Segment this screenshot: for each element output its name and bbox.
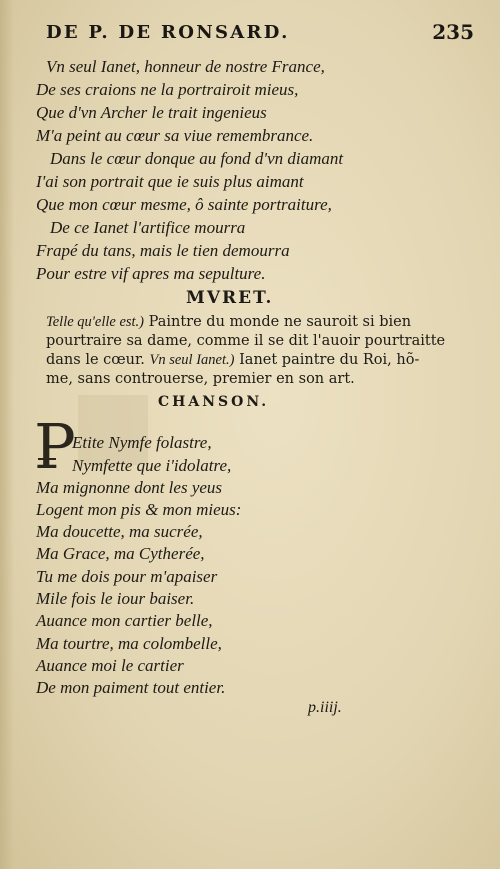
- chanson-line: Etite Nymfe folastre,: [72, 433, 212, 452]
- commentary-line: [46, 313, 426, 332]
- chanson-heading: CHANSON.: [158, 394, 270, 410]
- commentary-label: Telle qu'elle est.): [46, 314, 145, 330]
- commentary-body: dans le cœur.: [46, 352, 150, 368]
- chanson-line: De mon paiment tout entier.: [36, 678, 226, 697]
- signature-mark: p.iiij.: [308, 699, 342, 716]
- sonnet-line: Que d'vn Archer le trait ingenieus: [36, 103, 267, 122]
- commentary-line: [46, 351, 426, 370]
- commentary-text: [46, 313, 446, 389]
- sonnet-line: M'a peint au cœur sa viue remembrance.: [36, 126, 314, 145]
- page-gutter-shadow: [0, 0, 14, 869]
- commentary-heading: MVRET.: [186, 288, 274, 308]
- chanson-line: Auance moi le cartier: [36, 656, 184, 675]
- sonnet-line: Frapé du tans, mais le tien demourra: [36, 241, 290, 260]
- page-number: 235: [432, 20, 474, 44]
- commentary-body: me, sans controuerse, premier en son art.: [46, 371, 355, 387]
- commentary-body: Paintre du monde ne sauroit si bien: [144, 314, 412, 330]
- sonnet-line: Dans le cœur donque au fond d'vn diamant: [50, 149, 344, 168]
- chanson-line: Mile fois le iour baiser.: [36, 589, 195, 608]
- sonnet-line: Vn seul Ianet, honneur de nostre France,: [46, 57, 325, 76]
- drop-cap-flourish: [38, 458, 56, 472]
- commentary-body: pourtraire sa dame, comme il se dit l'auoir pourtraitte: [46, 333, 446, 349]
- chanson-line: Ma tourtre, ma colombelle,: [36, 634, 222, 653]
- sonnet-line: Que mon cœur mesme, ô sainte portraiture,: [36, 195, 332, 214]
- drop-cap: P: [34, 410, 76, 483]
- sonnet-line: De ses craions ne la portrairoit mieus,: [36, 80, 299, 99]
- chanson-line: Ma doucette, ma sucrée,: [36, 522, 203, 541]
- chanson-line: Auance mon cartier belle,: [36, 611, 213, 630]
- chanson-line: Logent mon pis & mon mieus:: [36, 500, 242, 519]
- chanson-line: Ma Grace, ma Cytherée,: [36, 544, 205, 563]
- chanson-line: Tu me dois pour m'apaiser: [36, 567, 218, 586]
- commentary-line: [46, 332, 446, 351]
- commentary-body: Ianet paintre du Roi, hõ-: [234, 352, 420, 368]
- running-head: DE P. DE RONSARD.: [46, 22, 290, 43]
- sonnet-line: Pour estre vif apres ma sepulture.: [36, 264, 266, 283]
- chanson-line: Nymfette que i'idolatre,: [72, 456, 232, 475]
- sonnet-line: De ce Ianet l'artifice mourra: [50, 218, 246, 237]
- sonnet-line: I'ai son portrait que ie suis plus aimant: [36, 172, 304, 191]
- commentary-label: Vn seul Ianet.): [149, 352, 235, 368]
- chanson-line: Ma mignonne dont les yeus: [36, 478, 223, 497]
- commentary-line: [46, 370, 426, 389]
- page-header: [46, 22, 474, 48]
